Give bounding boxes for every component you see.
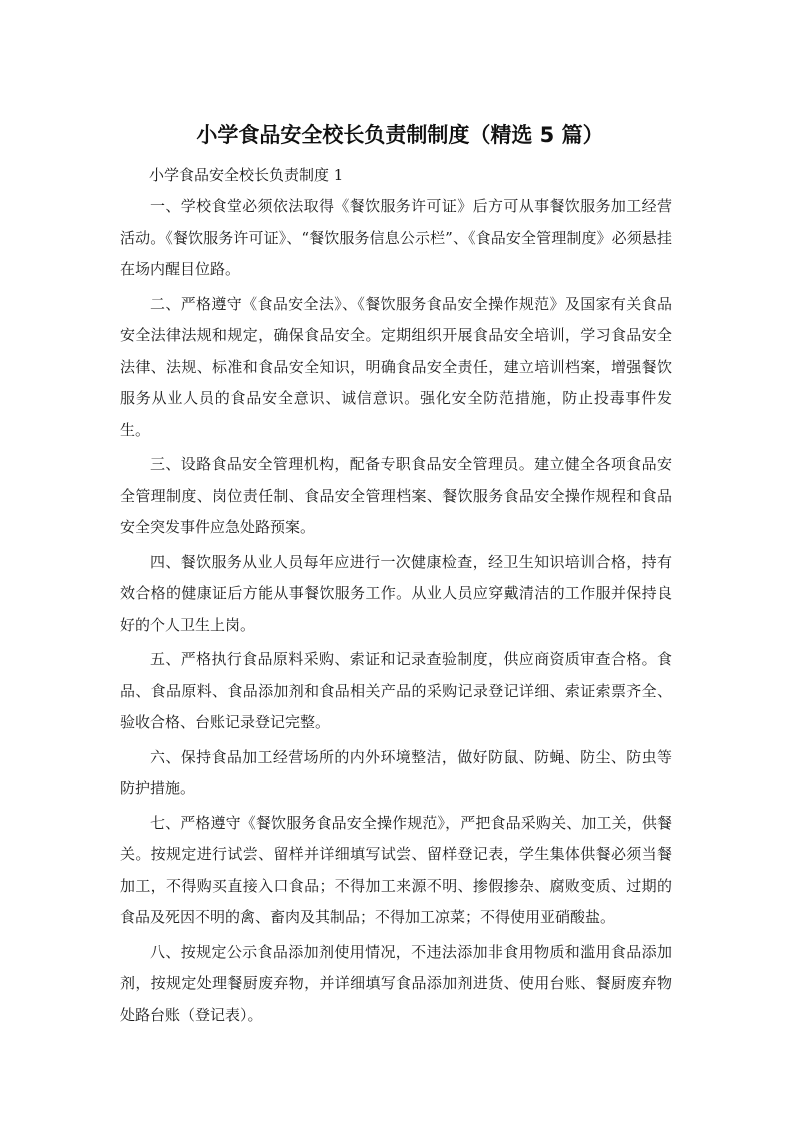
paragraph-7: 七、严格遵守《餐饮服务食品安全操作规范》，严把食品采购关、加工关，供餐关。按规定进行试尝、留样并详细填写试尝、留样登记表，学生集体供餐必须当餐加工，不得购买直接入口食品；不得加工来源不明、掺假掺杂、腐败变质、过期的食品及死因不明的禽、畜肉及其制品；不得加工凉菜；不得使用亚硝酸盐。 [120,813,672,926]
paragraph-6: 六、保持食品加工经营场所的内外环境整洁，做好防鼠、防蝇、防尘、防虫等防护措施。 [120,747,672,797]
paragraph-5: 五、严格执行食品原料采购、索证和记录查验制度，供应商资质审查合格。食品、食品原料、食品添加剂和食品相关产品的采购记录登记详细、索证索票齐全、验收合格、台账记录登记完整。 [120,650,672,731]
document-title: 小学食品安全校长负责制制度（精选 5 篇） [196,123,604,147]
paragraph-2: 二、严格遵守《食品安全法》、《餐饮服务食品安全操作规范》及国家有关食品安全法律法规和规定，确保食品安全。定期组织开展食品安全培训，学习食品安全法律、法规、标准和食品安全知识，明确食品安全责任，建立培训档案，增强餐饮服务从业人员的食品安全意识、诚信意识。强化安全防范措施，防止投毒事件发生。 [120,294,672,439]
document-subtitle: 小学食品安全校长负责制度 1 [149,166,344,184]
paragraph-4: 四、餐饮服务从业人员每年应进行一次健康检查，经卫生知识培训合格，持有效合格的健康证后方能从事餐饮服务工作。从业人员应穿戴清洁的工作服并保持良好的个人卫生上岗。 [120,552,672,634]
paragraph-8: 八、按规定公示食品添加剂使用情况，不违法添加非食用物质和滥用食品添加剂，按规定处理餐厨废弃物，并详细填写食品添加剂进货、使用台账、餐厨废弃物处路台账（登记表）。 [120,942,672,1024]
paragraph-3: 三、设路食品安全管理机构，配备专职食品安全管理员。建立健全各项食品安全管理制度、岗位责任制、食品安全管理档案、餐饮服务食品安全操作规程和食品安全突发事件应急处路预案。 [120,455,672,536]
document-body [120,191,672,1034]
paragraph-1: 一、学校食堂必须依法取得《餐饮服务许可证》后方可从事餐饮服务加工经营活动。《餐饮服务许可证》、“餐饮服务信息公示栏”、《食品安全管理制度》必须悬挂在场内醒目位路。 [120,197,672,278]
